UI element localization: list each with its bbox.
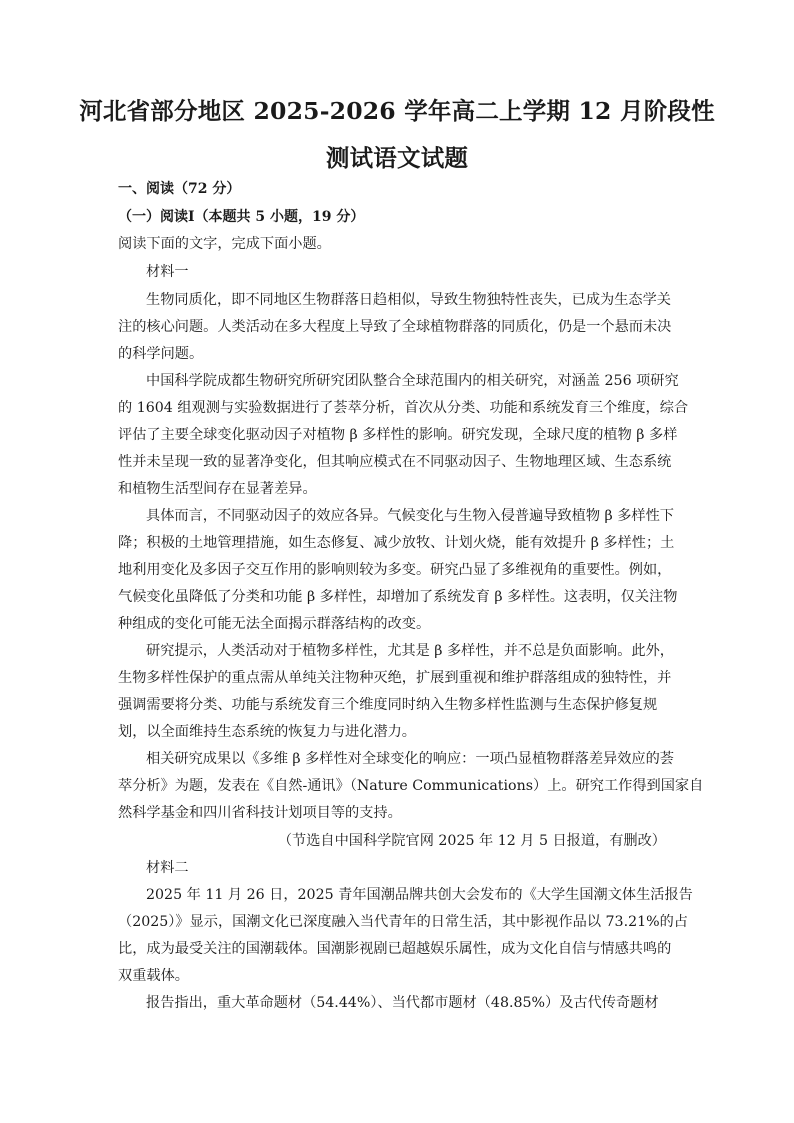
material1-line: 注的核心问题。人类活动在多大程度上导致了全球植物群落的同质化，仍是一个悬而未决 — [118, 319, 672, 335]
material2-line: （2025）》显示，国潮文化已深度融入当代青年的日常生活，其中影视作品以 73.21%的占 — [118, 914, 688, 930]
material1-line: 划，以全面维持生态系统的恢复力与进化潜力。 — [118, 724, 416, 740]
material2-line: 报告指出，重大革命题材（54.44%）、当代都市题材（48.85%）及古代传奇题材 — [146, 995, 659, 1011]
material1-line: 评估了主要全球变化驱动因子对植物 β 多样性的影响。研究发现，全球尺度的植物 β 多样 — [118, 427, 678, 443]
material1-line: 相关研究成果以《多维 β 多样性对全球变化的响应：一项凸显植物群落差异效应的荟 — [146, 751, 674, 767]
material1-line: 降；积极的土地管理措施，如生态修复、减少放牧、计划火烧，能有效提升 β 多样性；土 — [118, 535, 675, 551]
material1-line: 生物同质化，即不同地区生物群落日趋相似，导致生物独特性丧失，已成为生态学关 — [146, 292, 671, 308]
material1-line: 中国科学院成都生物研究所研究团队整合全球范围内的相关研究，对涵盖 256 项研究 — [146, 373, 679, 389]
section-heading: 一、阅读（72 分） — [118, 181, 241, 197]
document-title-line2: 测试语文试题 — [325, 144, 469, 172]
material1-line: 然科学基金和四川省科技计划项目等的支持。 — [118, 805, 402, 821]
material1-line: 萃分析》为题，发表在《自然-通讯》（Nature Communications）上。研究工作得到国家自 — [118, 778, 704, 794]
instruction-text: 阅读下面的文字，完成下面小题。 — [118, 236, 331, 252]
material1-line: 种组成的变化可能无法全面揭示群落结构的改变。 — [118, 616, 431, 632]
material1-line: 气候变化虽降低了分类和功能 β 多样性，却增加了系统发育 β 多样性。这表明，仅关注物 — [118, 589, 678, 605]
material2-label: 材料二 — [146, 860, 189, 876]
material1-line: 强调需要将分类、功能与系统发育三个维度同时纳入生物多样性监测与生态保护修复规 — [118, 697, 658, 713]
material1-line: 性并未呈现一致的显著净变化，但其响应模式在不同驱动因子、生物地理区域、生态系统 — [118, 454, 672, 470]
document-title-line1: 河北省部分地区 2025-2026 学年高二上学期 12 月阶段性 — [79, 97, 715, 125]
material1-line: 地利用变化及多因子交互作用的影响则较为多变。研究凸显了多维视角的重要性。例如， — [118, 562, 672, 578]
material1-line: 和植物生活型间存在显著差异。 — [118, 481, 317, 497]
material1-line: 的 1604 组观测与实验数据进行了荟萃分析，首次从分类、功能和系统发育三个维度，综合 — [118, 400, 689, 416]
material1-line: 的科学问题。 — [118, 346, 204, 362]
material1-line: 具体而言，不同驱动因子的效应各异。气候变化与生物入侵普遍导致植物 β 多样性下 — [146, 508, 674, 524]
material2-line: 2025 年 11 月 26 日，2025 青年国潮品牌共创大会发布的《大学生国潮文体生活报告 — [146, 887, 693, 903]
material1-source: （节选自中国科学院官网 2025 年 12 月 5 日报道，有删改） — [277, 833, 666, 849]
material1-label: 材料一 — [146, 264, 189, 280]
material2-line: 比，成为最受关注的国潮载体。国潮影视剧已超越娱乐属性，成为文化自信与情感共鸣的 — [118, 941, 672, 957]
material1-line: 生物多样性保护的重点需从单纯关注物种灭绝，扩展到重视和维护群落组成的独特性，并 — [118, 670, 672, 686]
section-subheading: （一）阅读Ⅰ（本题共 5 小题，19 分） — [118, 209, 365, 225]
material1-line: 研究提示，人类活动对于植物多样性，尤其是 β 多样性，并不总是负面影响。此外， — [146, 643, 674, 659]
material2-line: 双重载体。 — [118, 968, 189, 984]
